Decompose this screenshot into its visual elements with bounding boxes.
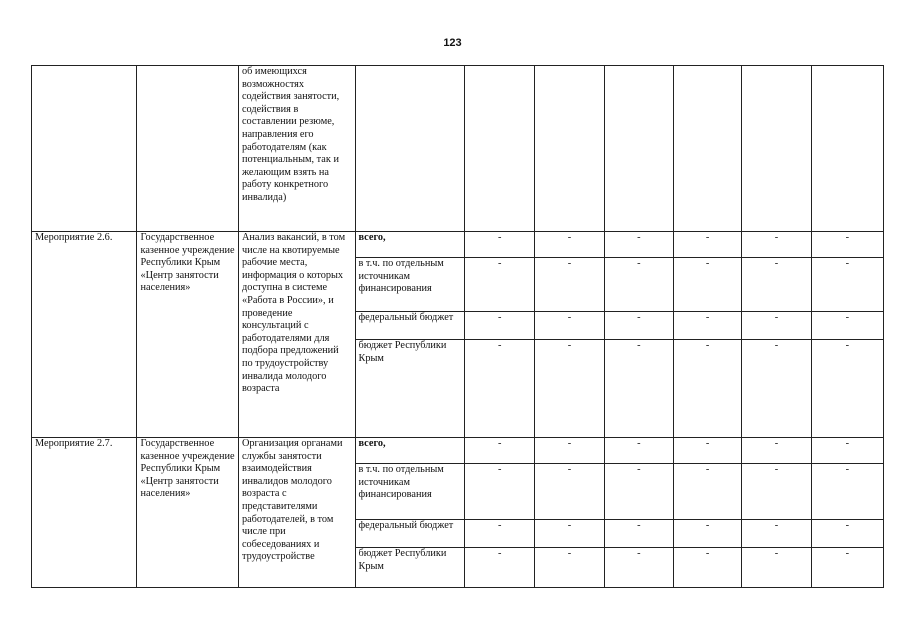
value-cell: - xyxy=(673,340,741,438)
value-cell: - xyxy=(811,340,883,438)
value-cell: - xyxy=(465,520,535,548)
value-cell: - xyxy=(742,438,811,464)
value-cell: - xyxy=(604,548,673,588)
value-cell: - xyxy=(673,464,741,520)
value-cell: - xyxy=(535,548,604,588)
description-cell: Анализ вакансий, в том числе на квотируемые рабочие места, информация о которых доступна в системе «Работа в России», и проведение консультаций с работодателями для подбора предложений по трудоустройству инвалида молодого возраста xyxy=(238,232,355,438)
value-cell: - xyxy=(604,340,673,438)
value-cell: - xyxy=(742,232,811,258)
value-cell xyxy=(465,66,535,232)
value-cell xyxy=(742,66,811,232)
source-cell xyxy=(355,66,465,232)
value-cell: - xyxy=(742,312,811,340)
value-cell xyxy=(673,66,741,232)
value-cell: - xyxy=(535,464,604,520)
value-cell: - xyxy=(811,258,883,312)
value-cell: - xyxy=(811,548,883,588)
value-cell: - xyxy=(535,258,604,312)
value-cell: - xyxy=(535,232,604,258)
value-cell: - xyxy=(535,340,604,438)
value-cell: - xyxy=(742,548,811,588)
value-cell: - xyxy=(742,520,811,548)
activity-row xyxy=(32,438,884,464)
value-cell: - xyxy=(673,232,741,258)
value-cell: - xyxy=(742,340,811,438)
source-cell: бюджет Республики Крым xyxy=(355,340,465,438)
value-cell: - xyxy=(465,312,535,340)
value-cell xyxy=(811,66,883,232)
value-cell: - xyxy=(465,438,535,464)
value-cell: - xyxy=(742,464,811,520)
value-cell: - xyxy=(811,232,883,258)
value-cell: - xyxy=(742,258,811,312)
source-cell: в т.ч. по отдельным источникам финансирования xyxy=(355,464,465,520)
value-cell: - xyxy=(535,312,604,340)
value-cell: - xyxy=(465,464,535,520)
activity-label-cell: Мероприятие 2.6. xyxy=(32,232,137,438)
value-cell: - xyxy=(604,464,673,520)
source-cell: всего, xyxy=(355,232,465,258)
executor-cell: Государственное казенное учреждение Республики Крым «Центр занятости населения» xyxy=(137,232,238,438)
value-cell: - xyxy=(811,312,883,340)
source-cell: федеральный бюджет xyxy=(355,520,465,548)
executor-cell: Государственное казенное учреждение Республики Крым «Центр занятости населения» xyxy=(137,438,238,588)
value-cell: - xyxy=(465,258,535,312)
value-cell: - xyxy=(604,520,673,548)
description-cell: об имеющихся возможностях содействия занятости, содействия в составлении резюме, направления его работодателям (как потенциальным, так и желающим взять на работу конкретного инвалида) xyxy=(238,66,355,232)
value-cell: - xyxy=(465,548,535,588)
value-cell xyxy=(535,66,604,232)
value-cell: - xyxy=(673,520,741,548)
source-cell: федеральный бюджет xyxy=(355,312,465,340)
value-cell: - xyxy=(604,258,673,312)
activity-row xyxy=(32,232,884,258)
value-cell: - xyxy=(535,520,604,548)
value-cell: - xyxy=(604,312,673,340)
value-cell xyxy=(604,66,673,232)
value-cell: - xyxy=(535,438,604,464)
value-cell: - xyxy=(673,438,741,464)
source-cell: всего, xyxy=(355,438,465,464)
value-cell: - xyxy=(811,438,883,464)
value-cell: - xyxy=(811,520,883,548)
value-cell: - xyxy=(673,258,741,312)
source-cell: бюджет Республики Крым xyxy=(355,548,465,588)
value-cell: - xyxy=(604,438,673,464)
description-cell: Организация органами службы занятости взаимодействия инвалидов молодого возраста с представителями работодателей, в том числе при собеседованиях и трудоустройстве xyxy=(238,438,355,588)
executor-cell xyxy=(137,66,238,232)
value-cell: - xyxy=(465,340,535,438)
value-cell: - xyxy=(604,232,673,258)
page-number: 123 xyxy=(443,37,462,49)
source-cell: в т.ч. по отдельным источникам финансирования xyxy=(355,258,465,312)
activity-label-cell: Мероприятие 2.7. xyxy=(32,438,137,588)
value-cell: - xyxy=(811,464,883,520)
activity-label-cell xyxy=(32,66,137,232)
value-cell: - xyxy=(673,548,741,588)
value-cell: - xyxy=(465,232,535,258)
value-cell: - xyxy=(673,312,741,340)
program-table xyxy=(31,65,884,588)
continuation-row xyxy=(32,66,884,232)
